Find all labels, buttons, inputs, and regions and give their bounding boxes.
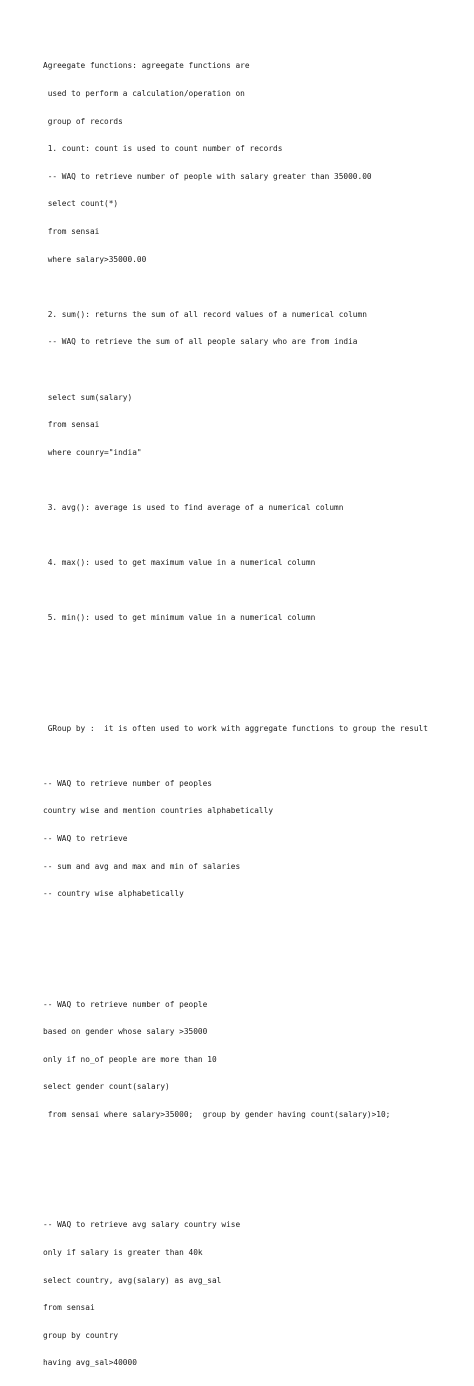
text-line (43, 282, 428, 291)
text-line: 3. avg(): average is used to find average of a numerical column (43, 502, 344, 512)
text-line: 1. count: count is used to count number of records (43, 144, 283, 154)
text-line: having avg_sal>40000 (43, 1358, 137, 1368)
text-line: select count(*) (43, 199, 119, 209)
text-line: -- country wise alphabetically (43, 889, 184, 899)
text-line (43, 586, 428, 595)
text-line (43, 1165, 428, 1174)
text-line: select country, avg(salary) as avg_sal (43, 1275, 222, 1285)
text-line: only if salary is greater than 40k (43, 1247, 203, 1257)
text-line: 2. sum(): returns the sum of all record values of a numerical column (43, 309, 367, 319)
text-line: select gender count(salary) (43, 1082, 170, 1092)
text-line: select sum(salary) (43, 392, 133, 402)
text-line (43, 944, 428, 953)
text-line: 4. max(): used to get maximum value in a numerical column (43, 558, 316, 568)
text-line (43, 531, 428, 540)
text-line: group by country (43, 1330, 119, 1340)
text-line: from sensai (43, 226, 100, 236)
text-line: -- WAQ to retrieve the sum of all people salary who are from india (43, 337, 358, 347)
text-line (43, 1193, 428, 1202)
text-line (43, 475, 428, 484)
text-line: only if no_of people are more than 10 (43, 1054, 217, 1064)
text-line: based on gender whose salary >35000 (43, 1027, 208, 1037)
text-line: -- WAQ to retrieve avg salary country wise (43, 1220, 241, 1230)
text-line: where counry="india" (43, 447, 142, 457)
text-line (43, 917, 428, 926)
text-line: from sensai where salary>35000; group by gender having count(salary)>10; (43, 1109, 391, 1119)
text-line: Agreegate functions: agreegate functions are (43, 61, 250, 71)
text-line (43, 972, 428, 981)
text-line (43, 365, 428, 374)
text-line: where salary>35000.00 (43, 254, 147, 264)
text-line (43, 668, 428, 677)
text-line: used to perform a calculation/operation on (43, 89, 245, 98)
text-line: from sensai (43, 1303, 95, 1313)
text-line: GRoup by : it is often used to work with aggregate functions to group the result (43, 723, 428, 733)
text-line: group of records (43, 116, 123, 126)
text-line (43, 641, 428, 650)
text-line: 5. min(): used to get minimum value in a numerical column (43, 613, 316, 623)
text-line: -- WAQ to retrieve (43, 834, 128, 844)
text-line (43, 751, 428, 760)
document-text (43, 43, 428, 1386)
text-line (43, 1138, 428, 1147)
text-line: from sensai (43, 420, 100, 430)
text-line (43, 696, 428, 705)
text-line: -- sum and avg and max and min of salaries (43, 861, 241, 871)
text-line: -- WAQ to retrieve number of people (43, 999, 208, 1009)
text-line: country wise and mention countries alphabetically (43, 806, 274, 816)
text-line: -- WAQ to retrieve number of peoples (43, 778, 212, 788)
text-line: -- WAQ to retrieve number of people with salary greater than 35000.00 (43, 171, 372, 181)
